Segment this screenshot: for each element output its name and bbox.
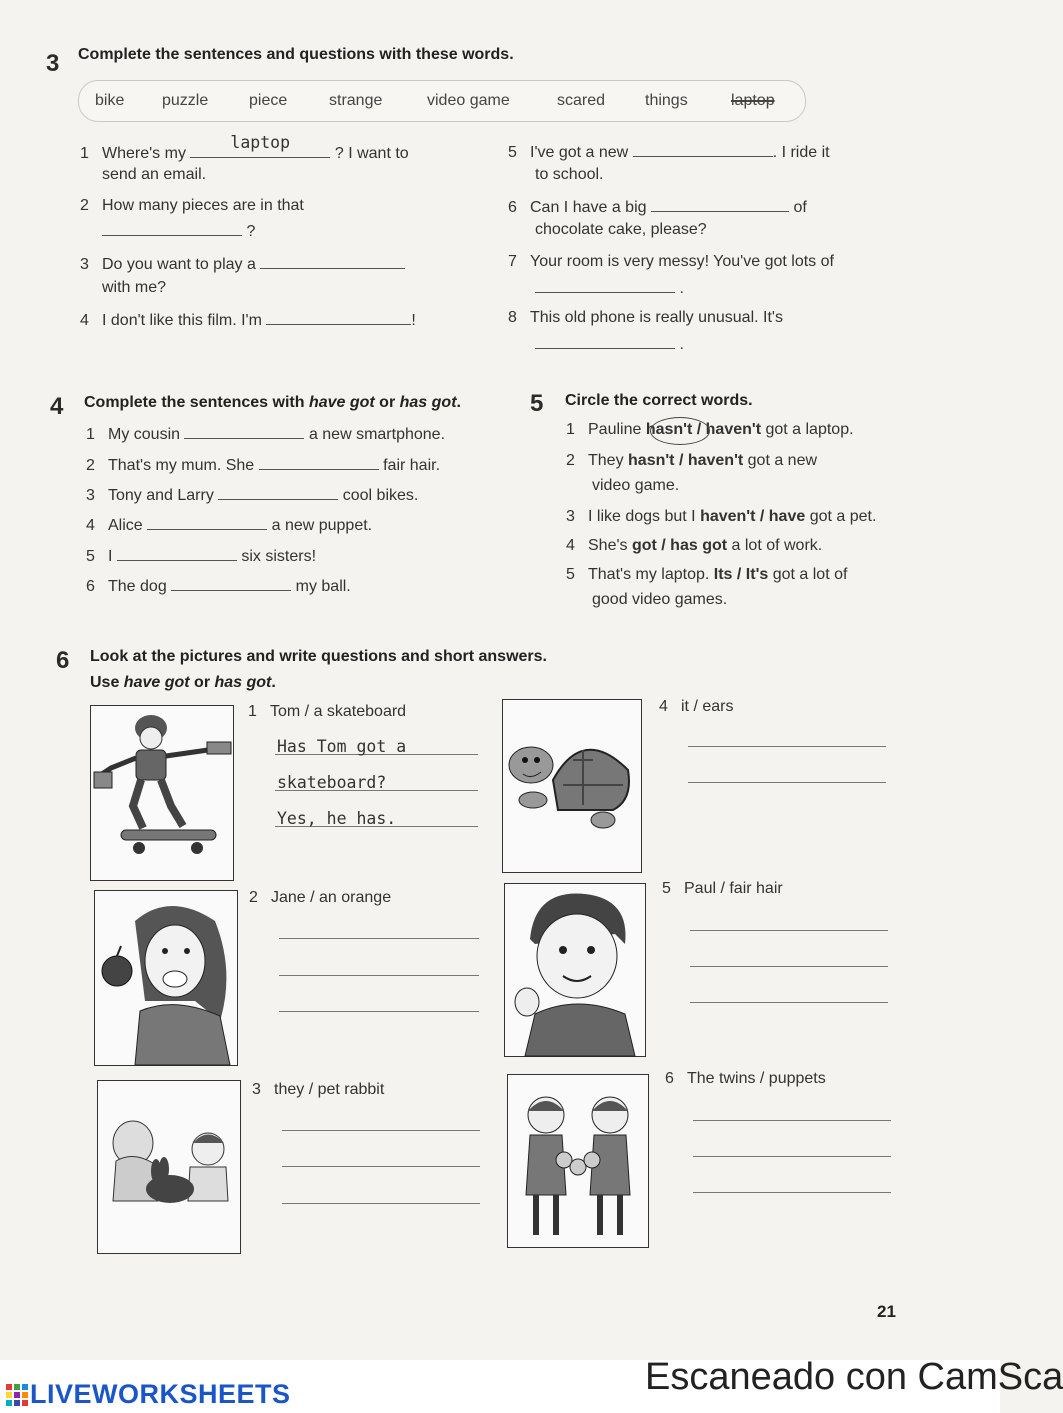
tortoise-icon bbox=[503, 700, 641, 872]
ex3-answer-4[interactable] bbox=[266, 310, 411, 325]
ex6-prompt-2: 2 Jane / an orange bbox=[249, 889, 392, 906]
ex6-title: Look at the pictures and write questions and short answers. bbox=[90, 648, 547, 665]
ex3-answer-6[interactable] bbox=[651, 197, 789, 212]
ex6-prompt-4: 4 it / ears bbox=[659, 698, 734, 715]
word-strange: strange bbox=[329, 92, 383, 109]
picture-skateboard bbox=[90, 705, 234, 881]
ex5-item-1: 1 Pauline hasn't / haven't got a laptop. bbox=[566, 421, 854, 438]
liveworksheets-logo-icon bbox=[6, 1384, 28, 1406]
ex4-item-6: 6 The dog my ball. bbox=[86, 578, 351, 595]
ex4-number: 4 bbox=[50, 393, 64, 420]
answer-line[interactable] bbox=[282, 1130, 480, 1131]
ex5-title: Circle the correct words. bbox=[565, 392, 753, 409]
page-number: 21 bbox=[877, 1302, 896, 1321]
ex6-prompt-3: 3 they / pet rabbit bbox=[252, 1081, 385, 1098]
answer-line[interactable] bbox=[690, 930, 888, 931]
answer-line[interactable] bbox=[688, 782, 886, 783]
girl-eating-icon bbox=[95, 891, 237, 1065]
answer-line[interactable] bbox=[279, 1011, 479, 1012]
word-bike: bike bbox=[95, 92, 125, 109]
answer-line[interactable] bbox=[693, 1120, 891, 1121]
answer-line[interactable] bbox=[693, 1192, 891, 1193]
word-box bbox=[78, 80, 806, 122]
ex3-item-6-cont: chocolate cake, please? bbox=[535, 221, 707, 238]
twins-puppets-icon bbox=[508, 1075, 648, 1247]
ex6-prompt-5: 5 Paul / fair hair bbox=[662, 880, 783, 897]
word-things: things bbox=[645, 92, 688, 109]
ex3-item-8-cont: . bbox=[535, 334, 684, 354]
answer-line[interactable] bbox=[279, 938, 479, 939]
camscanner-watermark: Escaneado con CamSca bbox=[645, 1356, 1063, 1398]
ex4-item-2: 2 That's my mum. She fair hair. bbox=[86, 457, 441, 474]
picture-tortoise bbox=[502, 699, 642, 873]
ex3-item-6: 6 Can I have a big of bbox=[508, 199, 807, 216]
ex4-item-5: 5 I six sisters! bbox=[86, 548, 317, 565]
ex4-item-4: 4 Alice a new puppet. bbox=[86, 517, 373, 534]
ex3-item-3-cont: with me? bbox=[102, 279, 167, 296]
ex3-item-8: 8 This old phone is really unusual. It's bbox=[508, 309, 783, 326]
ex3-item-1: 1 Where's my laptop ? I want to bbox=[80, 133, 409, 162]
ex4-answer-2[interactable] bbox=[259, 455, 379, 470]
ex5-item-3: 3 I like dogs but I haven't / have got a pet. bbox=[566, 508, 877, 525]
ex4-answer-6[interactable] bbox=[171, 576, 291, 591]
ex3-item-4: 4 I don't like this film. I'm ! bbox=[80, 312, 416, 329]
picture-twins bbox=[507, 1074, 649, 1248]
ex5-options-3[interactable]: haven't / have bbox=[700, 508, 806, 525]
ex6-answer-1c[interactable]: Yes, he has. bbox=[277, 809, 397, 828]
ex4-answer-5[interactable] bbox=[117, 546, 237, 561]
ex3-item-5-cont: to school. bbox=[535, 166, 604, 183]
ex3-item-7: 7 Your room is very messy! You've got lots of bbox=[508, 253, 834, 270]
liveworksheets-brand[interactable]: LIVEWORKSHEETS bbox=[30, 1379, 291, 1409]
ex3-answer-2[interactable] bbox=[102, 221, 242, 236]
answer-line[interactable] bbox=[282, 1203, 480, 1204]
ex3-item-1-cont: send an email. bbox=[102, 166, 207, 183]
ex5-options-1[interactable]: hasn't / haven't bbox=[645, 421, 762, 438]
ex5-item-4: 4 She's got / has got a lot of work. bbox=[566, 537, 823, 554]
word-puzzle: puzzle bbox=[162, 92, 209, 109]
ex5-options-5[interactable]: Its / It's bbox=[713, 566, 769, 583]
children-rabbit-icon bbox=[98, 1081, 240, 1253]
ex6-prompt-1: 1 Tom / a skateboard bbox=[248, 703, 407, 720]
ex6-prompt-6: 6 The twins / puppets bbox=[665, 1070, 826, 1087]
answer-line[interactable] bbox=[688, 746, 886, 747]
word-piece: piece bbox=[249, 92, 288, 109]
picture-rabbit bbox=[97, 1080, 241, 1254]
ex4-item-3: 3 Tony and Larry cool bikes. bbox=[86, 487, 419, 504]
ex6-subtitle: Use have got or has got. bbox=[90, 674, 276, 691]
ex3-answer-8[interactable] bbox=[535, 334, 675, 349]
ex3-item-5: 5 I've got a new . I ride it bbox=[508, 144, 830, 161]
boy-icon bbox=[505, 884, 645, 1056]
answer-line[interactable] bbox=[690, 1002, 888, 1003]
skateboarder-icon bbox=[91, 706, 233, 880]
ex4-answer-4[interactable] bbox=[147, 515, 267, 530]
answer-line[interactable] bbox=[693, 1156, 891, 1157]
answer-line[interactable] bbox=[279, 975, 479, 976]
word-scared: scared bbox=[557, 92, 606, 109]
ex3-answer-7[interactable] bbox=[535, 278, 675, 293]
ex5-item-2: 2 They hasn't / haven't got a new bbox=[566, 452, 818, 469]
ex4-item-1: 1 My cousin a new smartphone. bbox=[86, 426, 446, 443]
word-laptop: laptop bbox=[731, 92, 775, 109]
ex3-answer-3[interactable] bbox=[260, 254, 405, 269]
ex5-item-2-cont: video game. bbox=[592, 477, 680, 494]
ex3-item-2: 2 How many pieces are in that bbox=[80, 197, 304, 214]
circle-mark bbox=[650, 417, 710, 445]
answer-line[interactable] bbox=[282, 1166, 480, 1167]
ex3-item-7-cont: . bbox=[535, 278, 684, 298]
ex6-number: 6 bbox=[56, 647, 70, 674]
picture-jane bbox=[94, 890, 238, 1066]
picture-paul bbox=[504, 883, 646, 1057]
word-video-game: video game bbox=[427, 92, 510, 109]
ex3-title: Complete the sentences and questions with these words. bbox=[78, 46, 514, 63]
ex3-answer-1[interactable]: laptop bbox=[190, 143, 330, 158]
ex6-answer-1a[interactable]: Has Tom got a bbox=[277, 737, 407, 756]
ex6-answer-1b[interactable]: skateboard? bbox=[277, 773, 387, 792]
ex3-number: 3 bbox=[46, 50, 60, 77]
ex5-number: 5 bbox=[530, 390, 544, 417]
ex4-title: Complete the sentences with have got or has got. bbox=[84, 394, 461, 411]
ex4-answer-3[interactable] bbox=[218, 485, 338, 500]
ex5-item-5: 5 That's my laptop. Its / It's got a lot of bbox=[566, 566, 848, 583]
ex3-item-3: 3 Do you want to play a bbox=[80, 254, 405, 274]
ex4-answer-1[interactable] bbox=[184, 424, 304, 439]
ex5-options-4[interactable]: got / has got bbox=[631, 537, 728, 554]
answer-line[interactable] bbox=[690, 966, 888, 967]
ex5-options-2[interactable]: hasn't / haven't bbox=[628, 452, 744, 469]
ex5-item-5-cont: good video games. bbox=[592, 591, 728, 608]
ex3-answer-5[interactable] bbox=[633, 142, 773, 157]
ex3-item-2-cont: ? bbox=[102, 221, 255, 241]
